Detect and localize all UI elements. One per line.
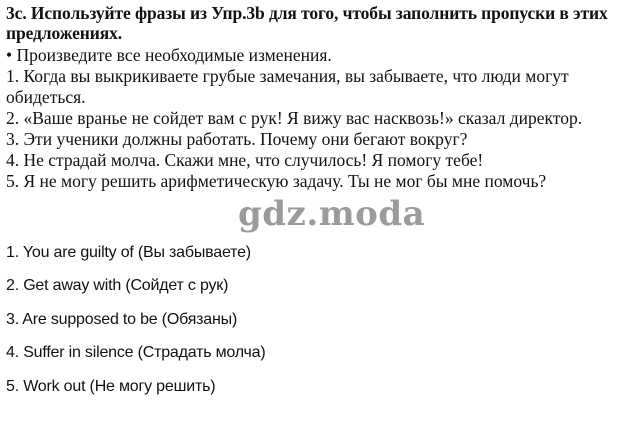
answer-item: 5. Work out (Не могу решить) [6,378,216,395]
answer-item: 4. Suffer in silence (Страдать молча) [6,344,266,361]
watermark-logo: gdz.moda [238,194,426,234]
instruction-line: • Произведите все необходимые изменения. [6,45,332,65]
sentence-3: 3. Эти ученики должны работать. Почему они бегают вокруг? [6,129,468,149]
exercise-heading: 3c. Используйте фразы из Упр.3b для того, чтобы заполнить пропуски в этих предложениях. [6,3,608,43]
answer-item: 2. Get away with (Сойдет с рук) [6,277,229,294]
answer-item: 3. Are supposed to be (Обязаны) [6,311,238,328]
sentence-5: 5. Я не могу решить арифметическую задачу. Ты не мог бы мне помочь? [6,171,547,191]
sentence-2: 2. «Ваше вранье не сойдет вам с рук! Я вижу вас насквозь!» сказал директор. [6,108,583,128]
sentence-4: 4. Не страдай молча. Скажи мне, что случилось! Я помогу тебе! [6,150,484,170]
sentence-1-line-2: обидеться. [6,87,86,107]
exercise-body [6,45,630,192]
sentence-1-line-1: 1. Когда вы выкрикиваете грубые замечания, вы забываете, что люди могут [6,66,569,86]
answer-item: 1. You are guilty of (Вы забываете) [6,244,251,261]
